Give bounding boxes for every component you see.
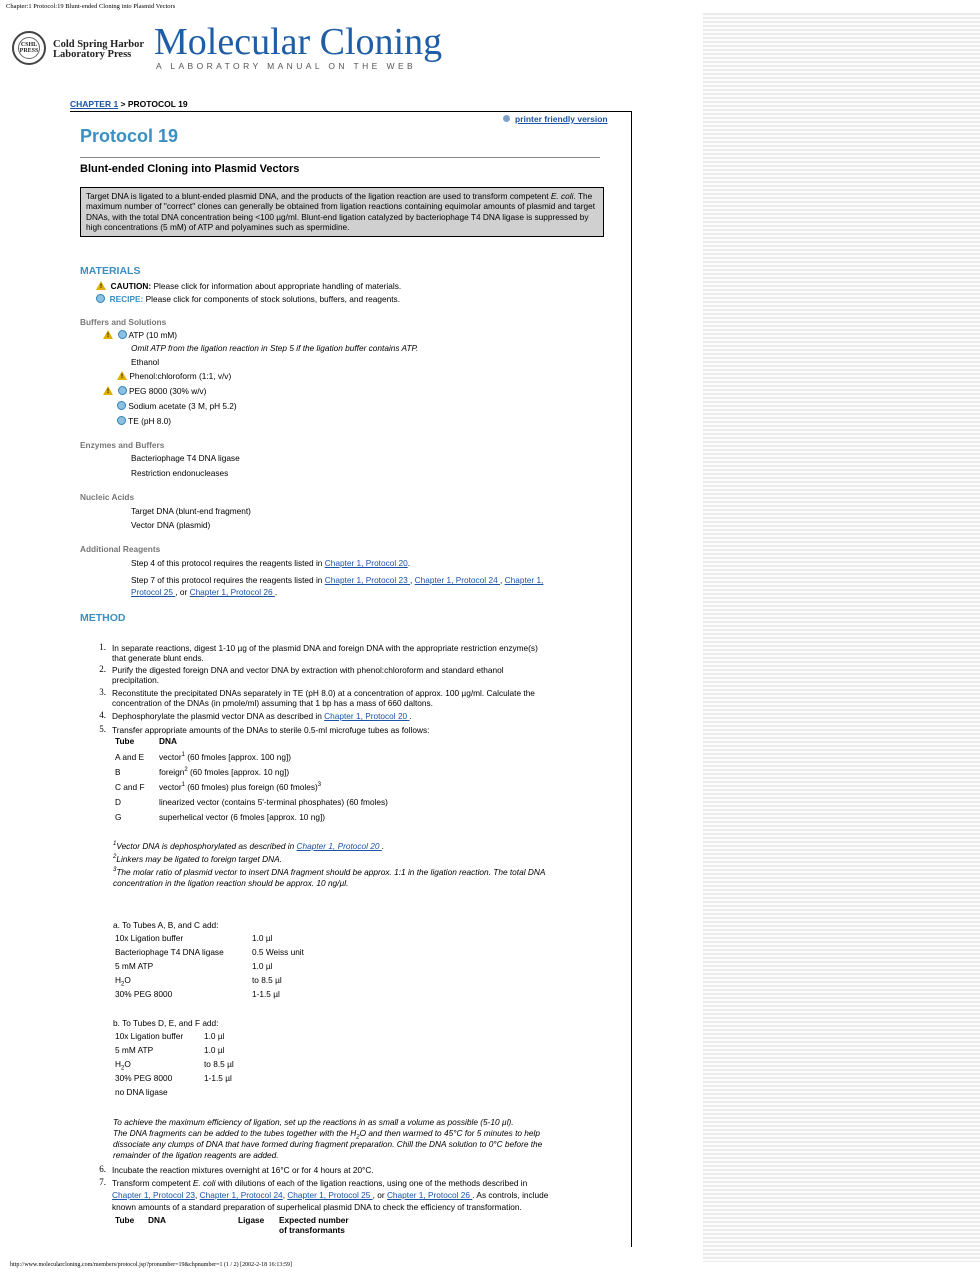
additional-step4: Step 4 of this protocol requires the reagents listed in Chapter 1, Protocol 20. [131, 558, 411, 568]
step-number: 6. [99, 1164, 106, 1174]
step-5: Transfer appropriate amounts of the DNAs to sterile 0.5-ml microfuge tubes as follows: [112, 725, 430, 735]
abstract-ecoli: E. coli [550, 191, 574, 201]
nucleic-heading: Nucleic Acids [80, 492, 135, 502]
method-heading: METHOD [80, 612, 126, 624]
material-ethanol: Ethanol [131, 357, 160, 367]
caution-icon [96, 281, 106, 290]
cshl-seal-logo[interactable] [12, 31, 46, 65]
link-protocol-23[interactable]: Chapter 1, Protocol 23 [112, 1190, 196, 1200]
press-name[interactable] [53, 40, 144, 60]
table-row: 5 mM ATP 1.0 µl [115, 961, 273, 971]
footnote-3: $^3$The molar ratio of plasmid vector to insert DNA fragment should be approx. 1:1 in the ligation reaction. The total DNA [113, 867, 546, 877]
material-sodium-acetate[interactable]: Sodium acetate (3 M, pH 5.2) [117, 401, 237, 411]
link-protocol-25[interactable]: Chapter 1, Protocol 25 [287, 1190, 373, 1200]
recipe-text: Please click for components of stock solutions, buffers, and reagents. [143, 294, 401, 304]
table-row: D linearized vector (contains 5'-terminal phosphates) (60 fmoles) [115, 797, 388, 807]
table-row: 5 mM ATP 1.0 µl [115, 1045, 225, 1055]
table-row: 30% PEG 8000 1-1.5 µl [115, 989, 280, 999]
footnote-3-cont: concentration in the ligation reaction should be approx. 10 ng/µl. [113, 878, 349, 888]
page-background-stripes [703, 13, 980, 1262]
breadcrumb [70, 99, 188, 109]
printer-friendly [503, 114, 608, 124]
table-row: B foreign$^2$ (60 fmoles [approx. 10 ng]) [115, 767, 290, 777]
table-row: 10x Ligation buffer 1.0 µl [115, 933, 273, 943]
link-protocol-20[interactable]: Chapter 1, Protocol 20 [324, 558, 408, 568]
link-protocol-20[interactable]: Chapter 1, Protocol 20 [324, 711, 410, 721]
seal-text-top: CSHL [20, 42, 38, 48]
table-row: 30% PEG 8000 1-1.5 µl [115, 1073, 232, 1083]
step-number: 5. [99, 724, 106, 734]
tube-header: Tube [115, 1215, 135, 1225]
content-right-rule [631, 111, 632, 1247]
link-protocol-23[interactable]: Chapter 1, Protocol 23 [324, 575, 411, 585]
table-row: A and E vector$^1$ (60 fmoles [approx. 100 ng]) [115, 752, 292, 762]
print-footer: http://www.molecularcloning.com/members/protocol.jsp?pronumber=19&chpnumber=1 (1 / 2) [2002-2-18 16:13:59] [10, 1262, 292, 1268]
mix-a-heading: a. To Tubes A, B, and C add: [113, 920, 219, 930]
material-atp-note: Omit ATP from the ligation reaction in Step 5 if the ligation buffer contains ATP. [131, 343, 419, 353]
print-header: Chapter:1 Protocol:19 Blunt-ended Cloning into Plasmid Vectors [6, 3, 176, 10]
step-number: 4. [99, 710, 106, 720]
site-subtitle: A LABORATORY MANUAL ON THE WEB [156, 61, 417, 71]
press-line-1: Cold Spring Harbor [53, 39, 145, 50]
recipe-icon [96, 294, 105, 303]
materials-heading: MATERIALS [80, 265, 141, 277]
seal-text-bottom: PRESS [19, 48, 39, 54]
table-row: C and F vector$^1$ (60 fmoles) plus foreign (60 fmoles)$^3$ [115, 782, 322, 792]
additional-step7: Step 7 of this protocol requires the reagents listed in Chapter 1, Protocol 23 , Chapter 1, Protocol 24 , Chapter 1, [131, 575, 544, 585]
table-row: G superhelical vector (6 fmoles [approx. 10 ng]) [115, 812, 326, 822]
step-7: Transform competent E. coli with dilutions of each of the ligation reactions, using one of the methods described in Chapter 1, Protocol 23, Chapter 1, Protocol 24, Chapter 1, Protocol 25 , or Chapter 1, Protocol 26 . As controls, include known amounts of a standard preparation of superhelical plasmid DNA to check the efficiency of transformation. [112, 1178, 549, 1212]
dna-header: DNA [148, 1215, 166, 1225]
step-number: 3. [99, 687, 106, 697]
breadcrumb-separator: > [118, 99, 128, 109]
dna-header: DNA [159, 736, 177, 746]
table-row: 10x Ligation buffer 1.0 µl [115, 1031, 225, 1041]
material-te[interactable]: TE (pH 8.0) [117, 416, 171, 426]
recipe-icon [118, 386, 127, 395]
bullet-icon [503, 115, 510, 122]
buffers-heading: Buffers and Solutions [80, 317, 167, 327]
step-number: 1. [99, 642, 106, 652]
step-4: Dephosphorylate the plasmid vector DNA as described in Chapter 1, Protocol 20 . [112, 711, 412, 721]
material-peg[interactable]: ! PEG 8000 (30% w/v) [103, 386, 206, 396]
caution-legend[interactable] [96, 281, 401, 291]
step-number: 2. [99, 664, 106, 674]
link-protocol-25-cont[interactable]: Protocol 25 [131, 587, 176, 597]
recipe-legend[interactable] [96, 294, 400, 304]
link-protocol-20[interactable]: Chapter 1, Protocol 20 [296, 841, 382, 851]
method-note: To achieve the maximum efficiency of ligation, set up the reactions in as small a volume as possible (5-10 µl). The DNA fragments can be added to the tubes together with the $H_2O$ and then warmed to 45°C for 5 minutes to help dissociate any clumps of DNA that have formed during fragment preparation. Chill the DNA solution to 0°C before the remainder of the ligation reagents are added. [113, 1117, 543, 1160]
additional-heading: Additional Reagents [80, 544, 161, 554]
step-2: Purify the digested foreign DNA and vector DNA by extraction with phenol:chloroform and standard ethanol precipitation. [112, 665, 504, 685]
content-top-rule [70, 111, 632, 112]
page-subtitle: Blunt-ended Cloning into Plasmid Vectors [80, 163, 300, 175]
link-protocol-24[interactable]: Chapter 1, Protocol 24 [199, 1190, 283, 1200]
abstract-box [80, 187, 604, 237]
ligase-header: Ligase [238, 1215, 265, 1225]
footnote-1: $^1$Vector DNA is dephosphorylated as described in Chapter 1, Protocol 20 . [113, 841, 385, 851]
transformants-table [115, 1215, 349, 1235]
additional-step7-cont: Protocol 25 , or Chapter 1, Protocol 26 . [131, 587, 278, 597]
link-protocol-26[interactable]: Chapter 1, Protocol 26 [189, 587, 275, 597]
table-row: no DNA ligase [115, 1087, 168, 1097]
tube-header: Tube [115, 736, 135, 746]
printer-friendly-link[interactable]: printer friendly version [515, 114, 608, 124]
enzymes-heading: Enzymes and Buffers [80, 440, 165, 450]
site-title[interactable]: Molecular Cloning [154, 21, 443, 63]
tube-table [115, 736, 388, 827]
table-row: Bacteriophage T4 DNA ligase 0.5 Weiss unit [115, 947, 304, 957]
table-row: $H_2O$ to 8.5 µl [115, 1059, 234, 1072]
material-phenol[interactable]: ! Phenol:chloroform (1:1, v/v) [117, 371, 231, 381]
page-title: Protocol 19 [80, 126, 179, 146]
recipe-icon [117, 416, 126, 425]
breadcrumb-current: PROTOCOL 19 [127, 99, 188, 109]
step-number: 7. [99, 1177, 106, 1187]
recipe-icon [118, 330, 127, 339]
caution-icon [103, 330, 113, 339]
link-protocol-25[interactable]: Chapter 1, [504, 575, 544, 585]
abstract-text-2: . The maximum number of "correct" clones can generally be obtained from ligation reactions containing equimolar amounts of plasmid and target DNAs, with the total DNA concentration being <100 µg/ml. Blunt-end ligation catalyzed by bacteriophage T4 DNA ligase is suppressed by high concentrations (5 mM) of ATP and polyamines such as spermidine. [86, 191, 596, 232]
recipe-label: RECIPE: [109, 294, 144, 304]
breadcrumb-chapter-link[interactable]: CHAPTER 1 [70, 99, 119, 109]
title-divider [80, 157, 600, 158]
link-protocol-26[interactable]: Chapter 1, Protocol 26 [386, 1190, 473, 1200]
link-protocol-24[interactable]: Chapter 1, Protocol 24 [414, 575, 500, 585]
abstract-text-1: Target DNA is ligated to a blunt-ended plasmid DNA, and the products of the ligation reaction are used to transform competent [86, 191, 551, 201]
footnote-2: $^2$Linkers may be ligated to foreign target DNA. [113, 854, 282, 864]
table-row: $H_2O$ to 8.5 µl [115, 975, 282, 988]
step-6: Incubate the reaction mixtures overnight at 16°C or for 4 hours at 20°C. [112, 1165, 374, 1175]
material-vector-dna: Vector DNA (plasmid) [131, 520, 211, 530]
caution-text: Please click for information about appropriate handling of materials. [151, 281, 402, 291]
caution-label: CAUTION: [110, 281, 152, 291]
step-1: In separate reactions, digest 1-10 µg of the plasmid DNA and foreign DNA with the appropriate restriction enzyme(s) that generate blunt ends. [112, 643, 538, 663]
material-target-dna: Target DNA (blunt-end fragment) [131, 506, 251, 516]
mix-b-heading: b. To Tubes D, E, and F add: [113, 1018, 219, 1028]
caution-icon [117, 371, 127, 380]
recipe-icon [117, 401, 126, 410]
expected-header: Expected number of transformants [279, 1215, 349, 1235]
mix-a-table [115, 933, 304, 1003]
step-3: Reconstitute the precipitated DNAs separately in TE (pH 8.0) at a concentration of approx. 100 µg/ml. Calculate the concentration of the DNAs (in pmole/ml) assuming that 1 bp has a mass of 660 daltons. [112, 688, 535, 708]
caution-icon [103, 386, 113, 395]
material-atp[interactable]: ! ATP (10 mM) [103, 330, 177, 340]
press-line-2: Laboratory Press [53, 49, 132, 60]
material-restriction: Restriction endonucleases [131, 468, 229, 478]
mix-b-table [115, 1031, 234, 1101]
material-ligase: Bacteriophage T4 DNA ligase [131, 453, 240, 463]
